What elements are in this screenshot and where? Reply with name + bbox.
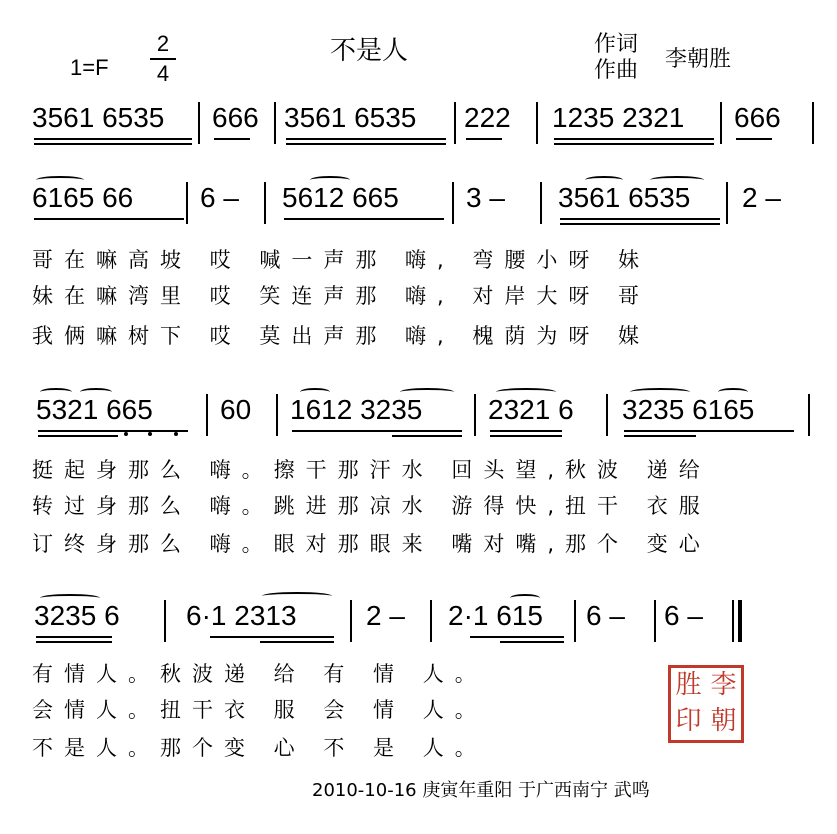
seal-char: 胜 <box>675 670 702 700</box>
seal-char: 印 <box>675 706 702 736</box>
lyric-line: 哥在嘛高坡 哎 喊一声那 嗨, 弯腰小呀 妹 <box>32 248 651 272</box>
song-title: 不是人 <box>330 36 409 66</box>
staff-row-3 <box>0 392 837 562</box>
measure: 60 <box>220 394 252 425</box>
meter-top: 2 <box>156 31 170 56</box>
measure: 3561 6535 <box>558 182 691 213</box>
measure: 3235 6 <box>34 600 120 631</box>
measure: 1235 2321 <box>552 102 685 133</box>
measure: 1612 3235 <box>290 394 423 425</box>
time-signature <box>150 32 176 86</box>
lyric-line: 不是人。那个变 心 不 是 人。 <box>32 736 487 760</box>
measure: 222 <box>464 102 511 133</box>
measure: 3 – <box>466 182 505 213</box>
lyric-line: 订终身那么 嗨。眼对那眼来 嘴对嘴,那个 变心 <box>32 532 711 556</box>
meter-bottom: 4 <box>156 61 170 86</box>
lyric-line: 我俩嘛树下 哎 莫出声那 嗨, 槐荫为呀 媒 <box>32 324 651 348</box>
lyric-line: 有情人。秋波递 给 有 情 人。 <box>32 662 487 686</box>
key-signature: 1=F <box>70 55 109 80</box>
lyric-line: 妹在嘛湾里 哎 笑连声那 嗨, 对岸大呀 哥 <box>32 284 651 308</box>
measure: 6165 66 <box>32 182 134 213</box>
lyric-line: 挺起身那么 嗨。擦干那汗水 回头望,秋波 递给 <box>32 458 711 482</box>
footer-date-place: 2010-10-16 庚寅年重阳 于广西南宁 武鸣 <box>312 780 650 801</box>
measure: 5321 665 <box>36 394 153 425</box>
seal-stamp <box>668 665 744 743</box>
measure: 6 – <box>664 600 703 631</box>
measure: 666 <box>734 102 781 133</box>
measure: 2·1 615 <box>448 600 543 631</box>
credit-lyrics: 作词 <box>594 32 639 57</box>
staff-row-2 <box>0 180 837 360</box>
measure: 3561 6535 <box>284 102 417 133</box>
seal-char: 朝 <box>710 706 737 736</box>
measure: 6·1 2313 <box>186 600 297 631</box>
measure: 2 – <box>742 182 781 213</box>
measure: 3561 6535 <box>32 102 165 133</box>
lyric-line: 会情人。扭干衣 服 会 情 人。 <box>32 698 487 722</box>
measure: 3235 6165 <box>622 394 755 425</box>
staff-row-1 <box>0 100 837 160</box>
measure: 5612 665 <box>282 182 399 213</box>
measure: 2 – <box>366 600 405 631</box>
credit-music: 作曲 <box>594 58 639 83</box>
measure: 666 <box>212 102 259 133</box>
credits <box>594 32 638 84</box>
lyric-line: 转过身那么 嗨。跳进那凉水 游得快,扭干 衣服 <box>32 494 711 518</box>
measure: 2321 6 <box>488 394 574 425</box>
author-name: 李朝胜 <box>665 47 732 72</box>
measure: 6 – <box>586 600 625 631</box>
seal-char: 李 <box>710 670 737 700</box>
measure: 6 – <box>200 182 239 213</box>
